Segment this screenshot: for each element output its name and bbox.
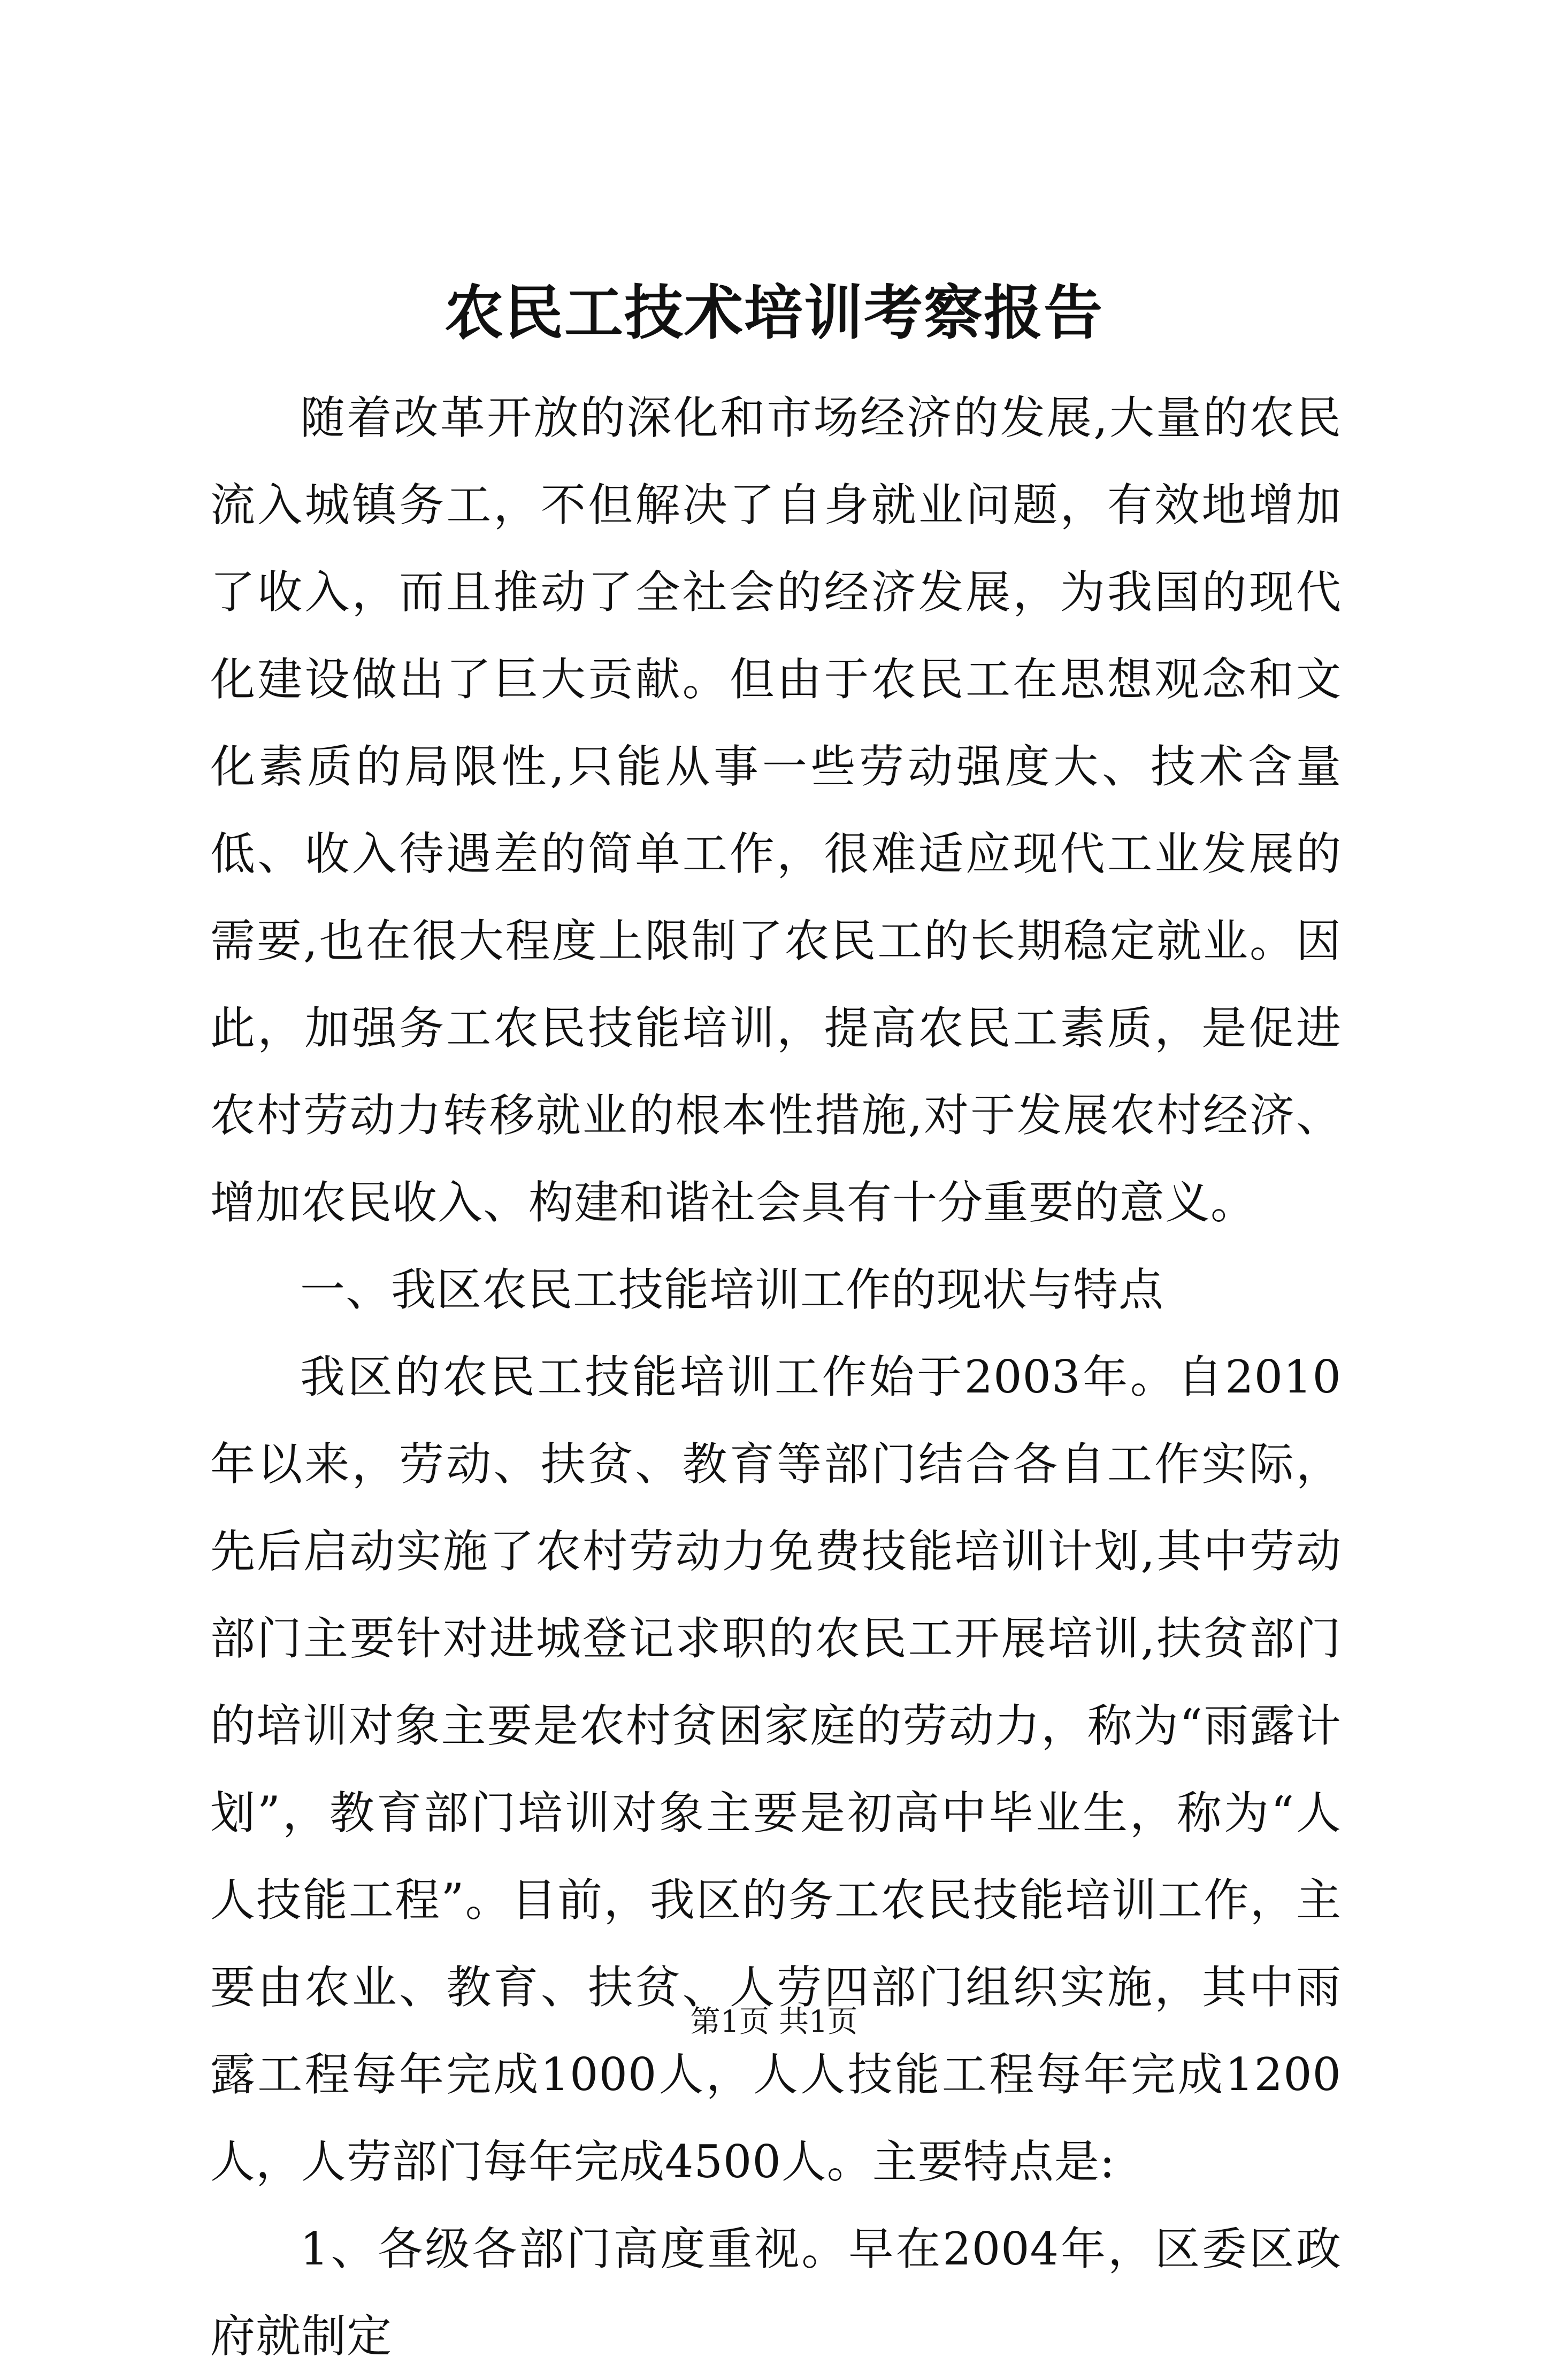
paragraph-status: 我区的农民工技能培训工作始于2003年。自2010年以来，劳动、扶贫、教育等部门结合各自工作实际，先后启动实施了农村劳动力免费技能培训计划,其中劳动部门主要针对进城登记求职的农民工开展培训,扶贫部门的培训对象主要是农村贫困家庭的劳动力，称为“雨露计划”，教育部门培训对象主要是初高中毕业生，称为“人人技能工程”。目前，我区的务工农民技能培训工作，主要由农业、教育、扶贫、人劳四部门组织实施，其中雨露工程每年完成1000人，人人技能工程每年完成1200人，人劳部门每年完成4500人。主要特点是: [210, 1351, 1342, 2188]
document-title: 农民工技术培训考察报告 [445, 278, 1103, 347]
paragraph-point-1: 1、各级各部门高度重视。早在2004年，区委区政府就制定 [210, 2223, 1342, 2362]
paragraph-intro: 随着改革开放的深化和市场经济的发展,大量的农民流入城镇务工，不但解决了自身就业问题，有效地增加了收入，而且推动了全社会的经济发展，为我国的现代化建设做出了巨大贡献。但由于农民工在思想观念和文化素质的局限性,只能从事一些劳动强度大、技术含量低、收入待遇差的简单工作，很难适应现代工业发展的需要,也在很大程度上限制了农民工的长期稳定就业。因此，加强务工农民技能培训，提高农民工素质，是促进农村劳动力转移就业的根本性措施,对于发展农村经济、增加农民收入、构建和谐社会具有十分重要的意义。 [210, 392, 1342, 1229]
page-footer: 第1页 共1页 [690, 2004, 858, 2039]
section-heading-1: 一、我区农民工技能培训工作的现状与特点 [300, 1264, 1164, 1316]
document-body [210, 374, 1342, 2380]
